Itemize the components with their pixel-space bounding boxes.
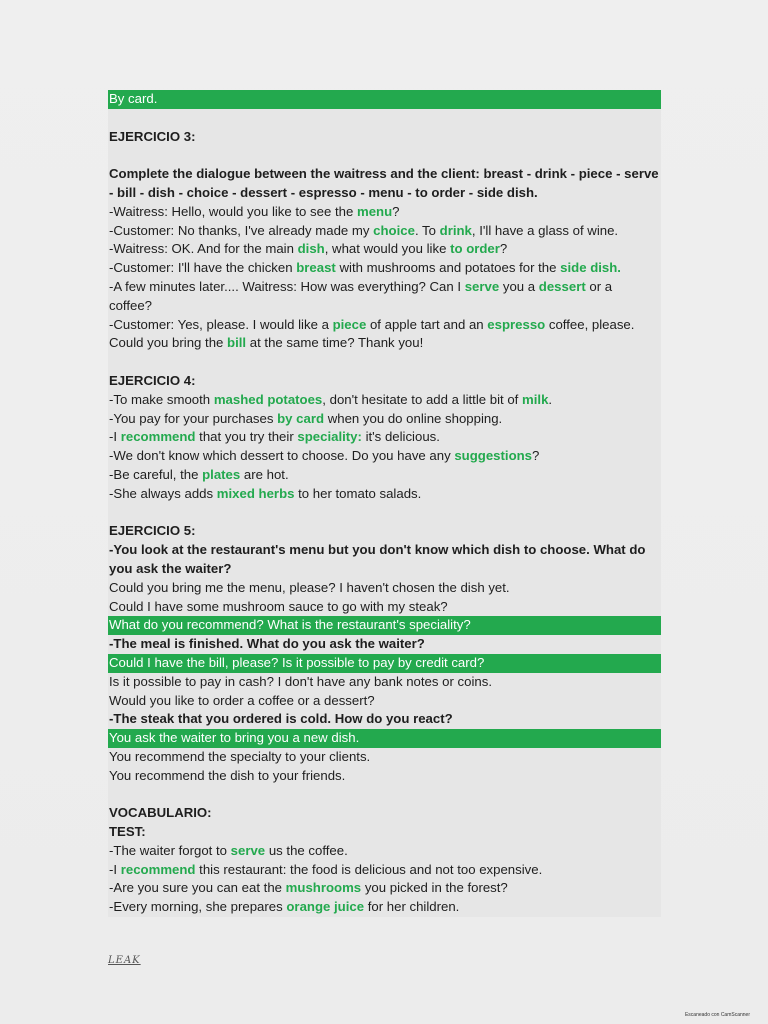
sentence-line: -I recommend this restaurant: the food is delicious and not too expensive. <box>108 861 661 880</box>
answer-word: mushrooms <box>285 880 362 896</box>
question-line: -You look at the restaurant's menu but you don't know which dish to choose. What do <box>108 541 661 560</box>
option-line: Could you bring me the menu, please? I haven't chosen the dish yet. <box>108 579 661 598</box>
spacer <box>108 785 661 804</box>
answer-word: drink <box>439 222 472 238</box>
exercise-3-heading: EJERCICIO 3: <box>108 128 661 147</box>
highlighted-answer-top: By card. <box>108 90 661 109</box>
dialogue-line: -A few minutes later.... Waitress: How was everything? Can I serve you a dessert or a <box>108 278 661 297</box>
exercise-4-heading: EJERCICIO 4: <box>108 372 661 391</box>
sentence-line: -I recommend that you try their speciality: it's delicious. <box>108 428 661 447</box>
handwritten-signature: LEAK <box>108 955 141 966</box>
dialogue-line: -Waitress: OK. And for the main dish, what would you like to order? <box>108 240 661 259</box>
sentence-line: -To make smooth mashed potatoes, don't hesitate to add a little bit of milk. <box>108 391 661 410</box>
test-heading: TEST: <box>108 823 661 842</box>
option-line: Would you like to order a coffee or a dessert? <box>108 692 661 711</box>
answer-word: serve <box>230 842 266 858</box>
sentence-line: -Every morning, she prepares orange juice for her children. <box>108 898 661 917</box>
option-line: You recommend the dish to your friends. <box>108 767 661 786</box>
vocabulary-heading: VOCABULARIO: <box>108 804 661 823</box>
answer-word: side dish. <box>560 260 621 276</box>
option-line: Could I have some mushroom sauce to go with my steak? <box>108 598 661 617</box>
question-line: -The steak that you ordered is cold. How do you react? <box>108 710 661 729</box>
answer-word: mashed potatoes <box>213 391 323 407</box>
highlighted-answer: What do you recommend? What is the restaurant's speciality? <box>108 616 661 635</box>
answer-word: orange juice <box>286 899 365 915</box>
spacer <box>108 146 661 165</box>
dialogue-line: Could you bring the bill at the same time? Thank you! <box>108 334 661 353</box>
exercise-5-heading: EJERCICIO 5: <box>108 522 661 541</box>
exercise-3-instruction: - bill - dish - choice - dessert - espresso - menu - to order - side dish. <box>108 184 661 203</box>
spacer <box>108 109 661 128</box>
sentence-line: -You pay for your purchases by card when you do online shopping. <box>108 410 661 429</box>
answer-word: suggestions <box>454 448 533 464</box>
highlighted-answer: You ask the waiter to bring you a new dish. <box>108 729 661 748</box>
spacer <box>108 504 661 523</box>
sentence-line: -She always adds mixed herbs to her tomato salads. <box>108 485 661 504</box>
highlighted-answer: Could I have the bill, please? Is it possible to pay by credit card? <box>108 654 661 673</box>
answer-word: menu <box>356 203 393 219</box>
answer-word: dish <box>297 241 325 257</box>
spacer <box>108 353 661 372</box>
answer-word: espresso <box>487 316 546 332</box>
answer-word: recommend <box>120 861 196 877</box>
sentence-line: -Are you sure you can eat the mushrooms you picked in the forest? <box>108 879 661 898</box>
exercise-3-instruction: Complete the dialogue between the waitress and the client: breast - drink - piece - serve <box>108 165 661 184</box>
sentence-line: -Be careful, the plates are hot. <box>108 466 661 485</box>
answer-word: milk <box>522 391 549 407</box>
question-line: -The meal is finished. What do you ask the waiter? <box>108 635 661 654</box>
answer-word: choice <box>373 222 415 238</box>
answer-word: plates <box>202 466 241 482</box>
option-line: You recommend the specialty to your clients. <box>108 748 661 767</box>
option-line: Is it possible to pay in cash? I don't have any bank notes or coins. <box>108 673 661 692</box>
answer-word: by card <box>277 410 325 426</box>
document-body <box>108 90 661 917</box>
answer-word: speciality: <box>297 429 362 445</box>
dialogue-line: coffee? <box>108 297 661 316</box>
answer-word: mixed herbs <box>216 485 295 501</box>
dialogue-line: -Waitress: Hello, would you like to see the menu? <box>108 203 661 222</box>
sentence-line: -We don't know which dessert to choose. Do you have any suggestions? <box>108 447 661 466</box>
scanner-watermark: Escaneado con CamScanner <box>684 1012 750 1018</box>
answer-word: bill <box>227 335 247 351</box>
answer-word: piece <box>332 316 367 332</box>
answer-word: dessert <box>538 278 586 294</box>
answer-word: to order <box>450 241 500 257</box>
answer-word: breast <box>296 260 336 276</box>
dialogue-line: -Customer: Yes, please. I would like a piece of apple tart and an espresso coffee, please. <box>108 316 661 335</box>
dialogue-line: -Customer: No thanks, I've already made my choice. To drink, I'll have a glass of wine. <box>108 222 661 241</box>
question-line: you ask the waiter? <box>108 560 661 579</box>
dialogue-line: -Customer: I'll have the chicken breast with mushrooms and potatoes for the side dish. <box>108 259 661 278</box>
answer-word: recommend <box>120 429 196 445</box>
sentence-line: -The waiter forgot to serve us the coffee. <box>108 842 661 861</box>
answer-word: serve <box>464 278 500 294</box>
